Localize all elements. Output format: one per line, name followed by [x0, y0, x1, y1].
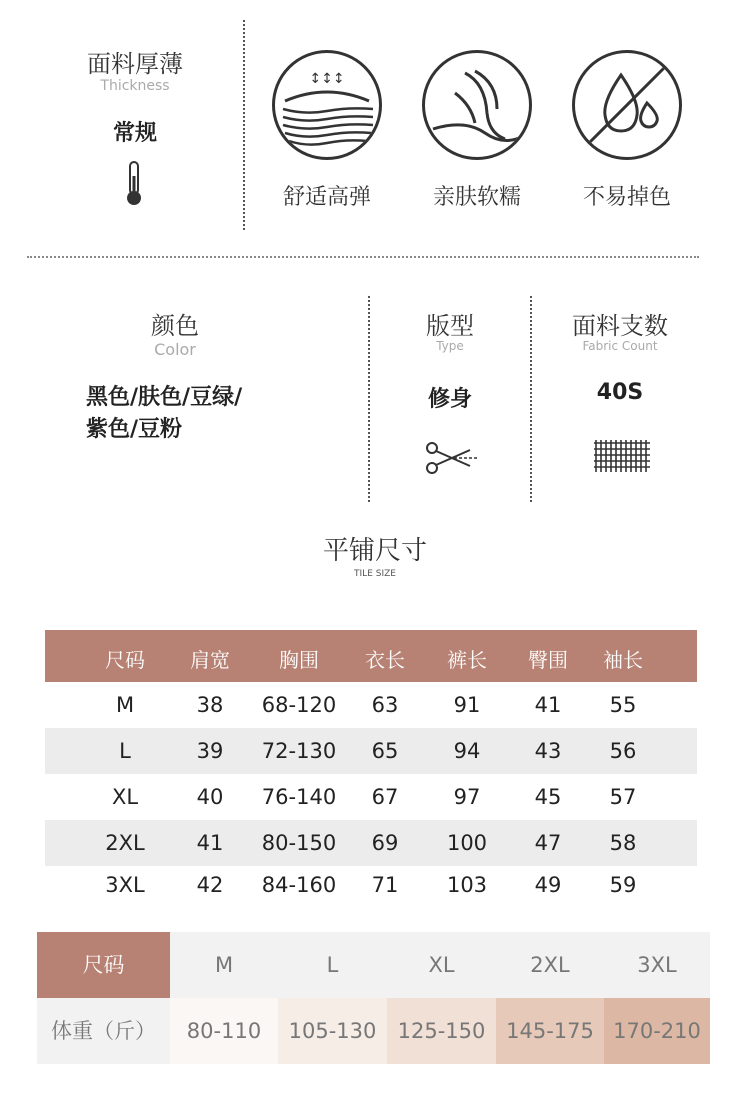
table-row [45, 862, 697, 908]
weight-value-l: 105-130 [278, 998, 387, 1064]
cell-sleeve: 57 [609, 785, 637, 809]
cell-shoulder: 39 [196, 739, 224, 763]
tile-size-subtitle: TILE SIZE [354, 569, 396, 579]
color-subtitle: Color [154, 340, 196, 359]
cell-size: 2XL [105, 831, 145, 855]
weight-size-2xl: 2XL [496, 932, 604, 998]
cell-sleeve: 56 [609, 739, 637, 763]
stretch-icon [272, 50, 382, 160]
cell-hip: 41 [534, 693, 562, 717]
cell-pants-length: 100 [446, 831, 488, 855]
cell-shoulder: 40 [196, 785, 224, 809]
weight-value-m: 80-110 [170, 998, 278, 1064]
cell-length: 69 [371, 831, 399, 855]
cell-chest: 80-150 [261, 831, 337, 855]
cell-hip: 43 [534, 739, 562, 763]
cell-length: 67 [371, 785, 399, 809]
header-shoulder: 肩宽 [190, 648, 230, 672]
cell-size: 3XL [105, 873, 145, 897]
no-fade-icon [572, 50, 682, 160]
cell-hip: 47 [534, 831, 562, 855]
skin-touch-icon [422, 50, 532, 160]
middle-divider-2 [530, 296, 532, 502]
svg-text:↕↕↕: ↕↕↕ [309, 71, 345, 87]
cell-shoulder: 38 [196, 693, 224, 717]
top-divider [243, 20, 245, 230]
header-length: 衣长 [365, 648, 405, 672]
cell-length: 71 [371, 873, 399, 897]
weight-size-l: L [278, 932, 387, 998]
fabric-count-value: 40S [596, 380, 644, 405]
cell-sleeve: 59 [609, 873, 637, 897]
color-title: 颜色 [151, 312, 199, 340]
fabric-count-title: 面料支数 [572, 312, 668, 340]
cell-length: 65 [371, 739, 399, 763]
cell-pants-length: 97 [453, 785, 481, 809]
cell-pants-length: 91 [453, 693, 481, 717]
weight-size-3xl: 3XL [604, 932, 710, 998]
table-row [45, 820, 697, 866]
color-value-line1: 黑色/肤色/豆绿/ [86, 385, 243, 410]
cell-pants-length: 103 [446, 873, 488, 897]
size-table-header [45, 630, 697, 682]
weight-label: 体重（斤） [37, 998, 170, 1064]
tile-size-title: 平铺尺寸 [322, 536, 427, 566]
thickness-title: 面料厚薄 [87, 50, 183, 78]
header-hip: 臀围 [528, 648, 568, 672]
cell-size: L [119, 739, 131, 763]
cell-hip: 45 [534, 785, 562, 809]
header-chest: 胸围 [279, 648, 319, 672]
cell-shoulder: 42 [196, 873, 224, 897]
cell-chest: 68-120 [261, 693, 337, 717]
section-divider [27, 256, 699, 258]
header-sleeve: 袖长 [603, 648, 643, 672]
weight-size-m: M [170, 932, 278, 998]
cell-hip: 49 [534, 873, 562, 897]
weight-size-label: 尺码 [37, 932, 170, 998]
fabric-count-subtitle: Fabric Count [582, 339, 658, 353]
scissors-icon [424, 440, 480, 476]
thickness-subtitle: Thickness [100, 78, 170, 94]
cell-sleeve: 58 [609, 831, 637, 855]
cell-chest: 72-130 [261, 739, 337, 763]
cell-size: M [115, 693, 135, 717]
thermometer-icon [122, 160, 146, 208]
middle-divider-1 [368, 296, 370, 502]
type-title: 版型 [426, 312, 474, 340]
cell-chest: 76-140 [261, 785, 337, 809]
header-pants-length: 裤长 [447, 648, 487, 672]
type-subtitle: Type [436, 339, 464, 353]
cell-shoulder: 41 [196, 831, 224, 855]
type-value: 修身 [427, 387, 472, 412]
table-row [45, 728, 697, 774]
thickness-value: 常规 [112, 121, 157, 146]
cell-chest: 84-160 [261, 873, 337, 897]
color-value-line2: 紫色/豆粉 [86, 417, 183, 442]
table-row [45, 774, 697, 820]
table-row [45, 682, 697, 728]
weight-value-xl: 125-150 [387, 998, 496, 1064]
weight-value-2xl: 145-175 [496, 998, 604, 1064]
weight-value-3xl: 170-210 [604, 998, 710, 1064]
weight-size-xl: XL [387, 932, 496, 998]
cell-sleeve: 55 [609, 693, 637, 717]
feature-label-fade: 不易掉色 [582, 185, 671, 210]
cell-length: 63 [371, 693, 399, 717]
feature-label-stretch: 舒适高弹 [282, 185, 371, 210]
fabric-weave-icon [594, 440, 650, 472]
cell-size: XL [111, 785, 139, 809]
cell-pants-length: 94 [453, 739, 481, 763]
feature-label-skin: 亲肤软糯 [432, 185, 521, 210]
header-size: 尺码 [105, 648, 145, 672]
